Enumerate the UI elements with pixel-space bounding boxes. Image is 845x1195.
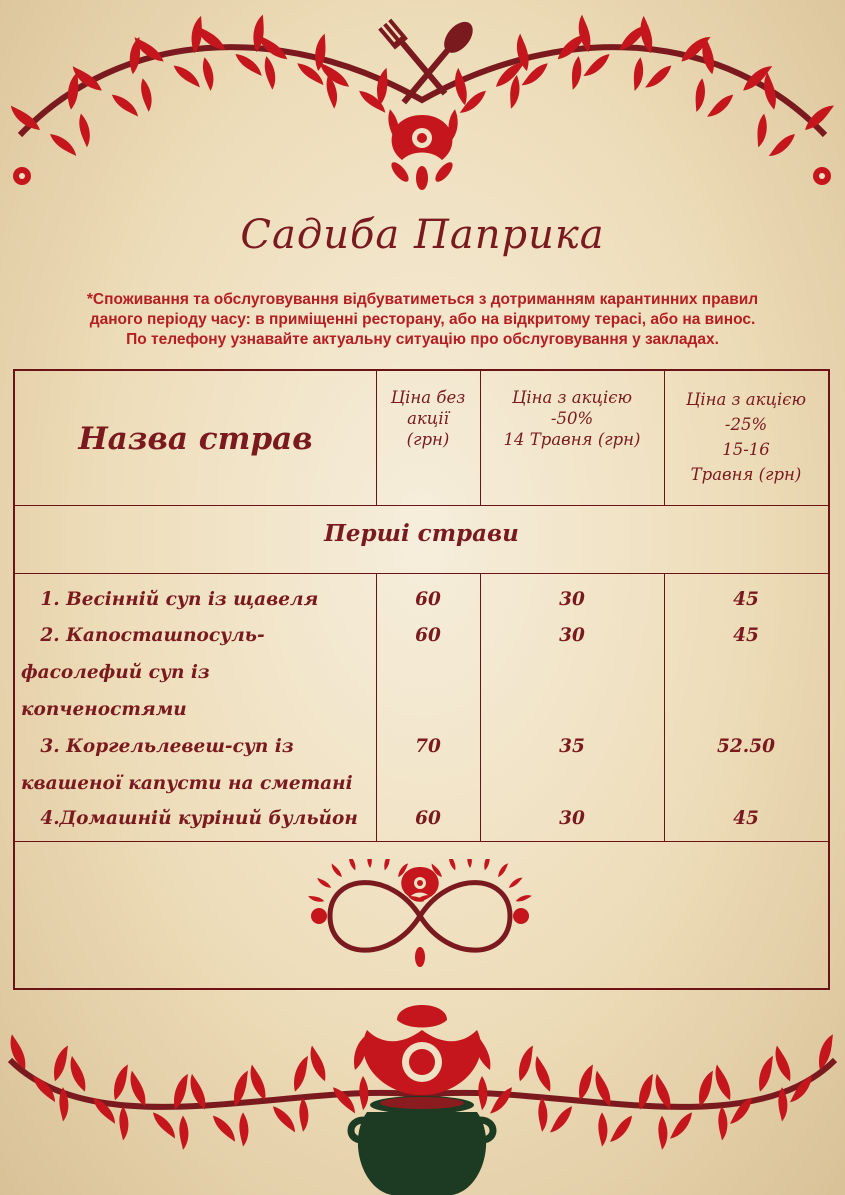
leaf-ornament [507, 876, 523, 890]
leaf-ornament [307, 894, 325, 904]
header-line: (грн) [406, 430, 450, 449]
leaf-ornament [718, 1106, 727, 1140]
leaf-ornament [171, 61, 203, 90]
regular-price: 70 [415, 736, 441, 757]
header-line: 15-16 [722, 440, 770, 459]
header-line: -50% [550, 409, 594, 428]
dish-name [21, 800, 371, 837]
leaf-ornament [270, 1103, 299, 1135]
leaf-ornament [77, 113, 92, 148]
leaf-ornament [607, 1113, 636, 1145]
leaf-ornament [771, 1044, 793, 1083]
header-line: акції [407, 409, 449, 428]
leaf-ornament [574, 1062, 596, 1101]
leaf-ornament [447, 859, 457, 871]
leaf-ornament [239, 1112, 248, 1146]
leaf-ornament [233, 50, 265, 79]
quarantine-notice [0, 290, 845, 350]
leaf-ornament [766, 131, 798, 160]
price-25: 45 [733, 625, 759, 646]
dish-name [21, 581, 371, 618]
price-50: 30 [559, 589, 585, 610]
leaf-ornament [66, 1055, 88, 1094]
leaf-ornament [316, 876, 332, 890]
leaf-ornament [179, 1116, 188, 1150]
leaf-ornament [482, 859, 492, 871]
dish-name-line: фасолефий суп із [21, 662, 210, 683]
folk-flower-icon [363, 1005, 481, 1095]
leaf-ornament [48, 130, 80, 159]
price-50: 35 [559, 736, 585, 757]
divider [15, 505, 828, 506]
price-25: 45 [733, 589, 759, 610]
leaf-ornament [478, 1076, 487, 1110]
leaf-ornament [126, 1069, 148, 1108]
header-line: -25% [724, 415, 768, 434]
price-50: 30 [559, 808, 585, 829]
leaf-ornament [246, 1063, 268, 1102]
divider [15, 841, 828, 842]
leaf-ornament [452, 67, 469, 106]
dish-name [21, 617, 371, 728]
notice-line-2: даного періоду часу: в приміщенні ресторану, або на відкритому терасі, або на винос. [89, 311, 756, 328]
notice-line-1: *Споживання та обслуговування відбуватиметься з дотриманням карантинних правил [86, 291, 759, 308]
leaf-ornament [210, 1112, 239, 1144]
leaf-ornament [514, 1044, 536, 1083]
divider [15, 573, 828, 574]
dish-name-line: 1. Весінній суп із щавеля [21, 589, 319, 610]
leaf-ornament [467, 859, 472, 868]
dish-name-line: 2. Капосташпосуль- [21, 625, 265, 646]
leaf-ornament [754, 1054, 776, 1093]
leaf-ornament [359, 1076, 368, 1110]
divider [376, 573, 377, 841]
header-line: Ціна з акцією [511, 388, 633, 407]
dish-name-line: квашеної капусти на сметані [21, 773, 353, 794]
leaf-ornament [643, 63, 675, 92]
leaf-ornament [705, 92, 737, 121]
leaf-ornament [515, 893, 533, 903]
section-title-first-courses: Перші страви [324, 520, 519, 547]
column-header-dish-name: Назва страв [78, 421, 313, 457]
leaf-ornament [755, 113, 770, 148]
leaf-ornament [289, 1054, 311, 1093]
leaf-ornament [367, 859, 372, 868]
dish-name-line: 4.Домашній куріний бульйон [21, 808, 358, 829]
regular-price: 60 [415, 808, 441, 829]
leaf-ornament [119, 1106, 128, 1140]
leaf-ornament [658, 1116, 667, 1150]
column-header-regular-price [376, 387, 480, 450]
leaf-ornament [109, 91, 141, 120]
leaf-ornament [693, 78, 708, 113]
leaf-ornament [306, 1044, 328, 1083]
bottom-folk-ornament [0, 1000, 845, 1195]
header-line: Ціна з акцією [685, 390, 807, 409]
leaf-ornament [49, 1044, 71, 1083]
regular-price: 60 [415, 625, 441, 646]
header-line: 14 Травня (грн) [503, 430, 641, 449]
header-line: Травня (грн) [690, 465, 802, 484]
leaf-ornament [569, 55, 584, 90]
leaf-ornament [496, 862, 510, 878]
leaf-ornament [598, 1112, 607, 1146]
infinity-ornament-icon [305, 859, 535, 974]
leaf-ornament [299, 1098, 308, 1132]
leaf-ornament [382, 859, 392, 871]
leaf-ornament [109, 1062, 131, 1101]
price-50: 30 [559, 625, 585, 646]
column-header-price-25 [664, 387, 828, 487]
folk-flower-icon [388, 115, 455, 190]
leaf-ornament [581, 51, 613, 80]
leaf-ornament [201, 56, 216, 91]
leaf-ornament [667, 1110, 696, 1142]
dish-name-line: 3. Коргельлевеш-суп із [21, 736, 294, 757]
leaf-ornament [711, 1063, 733, 1102]
leaf-ornament [487, 1085, 516, 1117]
divider [664, 573, 665, 841]
regular-price: 60 [415, 589, 441, 610]
notice-line-3: По телефону узнавайте актуальну ситуацію про обслуговування у закладах. [126, 331, 719, 348]
leaf-ornament [330, 862, 344, 878]
leaf-ornament [694, 1069, 716, 1108]
leaf-ornament [263, 55, 278, 90]
divider [480, 573, 481, 841]
restaurant-title: Садиба Паприка [240, 212, 605, 258]
header-line: Ціна без [390, 388, 466, 407]
leaf-ornament [631, 57, 646, 92]
dish-name-line: копченостями [21, 699, 187, 720]
price-25: 52.50 [717, 736, 775, 757]
leaf-ornament [347, 859, 357, 871]
leaf-ornament [150, 1109, 179, 1141]
leaf-ornament [538, 1098, 547, 1132]
menu-table [13, 369, 830, 990]
price-25: 45 [733, 808, 759, 829]
pot-icon [351, 1096, 493, 1195]
leaf-ornament [547, 1104, 576, 1136]
leaf-ornament [330, 1084, 359, 1116]
leaf-ornament [531, 1055, 553, 1094]
dish-name [21, 728, 371, 802]
leaf-ornament [139, 77, 154, 112]
top-folk-ornament [0, 0, 845, 200]
column-header-price-50 [480, 387, 664, 450]
